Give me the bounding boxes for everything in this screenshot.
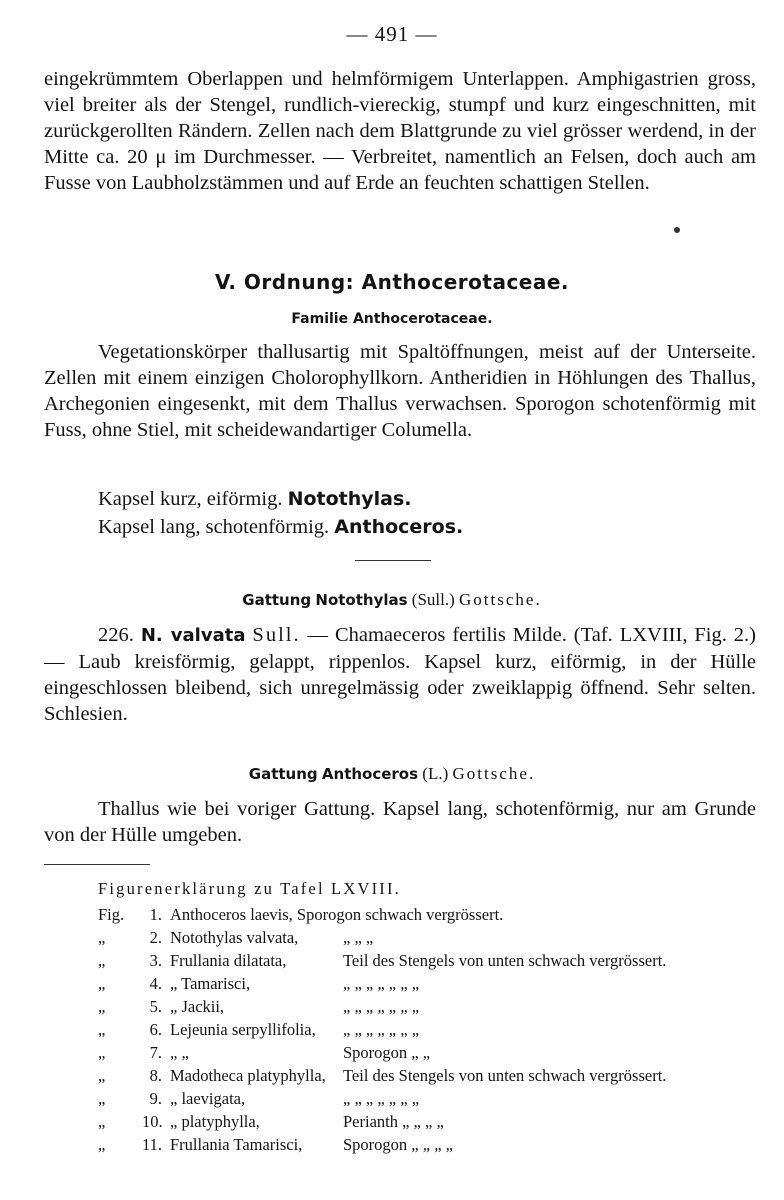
figure-number: 4. bbox=[149, 974, 162, 993]
genus1-name: Notothylas bbox=[315, 591, 408, 609]
figure-prefix: „ bbox=[98, 1066, 106, 1085]
family-description: Vegetationskörper thallusartig mit Spaltöffnungen, meist auf der Unterseite. Zellen mit einem einzigen Cholorophyllkorn. Antheridien in Höhlungen des Thallus, Archegonien eingesenkt, mit dem Thallus verwachsen. Sporogon schotenförmig mit Fuss, ohne Stiel, mit scheidewandartiger Columella. bbox=[44, 341, 756, 441]
species-author: Sull. bbox=[252, 624, 301, 646]
figure-description: „ „ „ „ „ „ „ bbox=[343, 974, 420, 993]
genus2-author: Gottsche. bbox=[452, 764, 536, 783]
figure-description: Sporogon „ „ bbox=[343, 1043, 431, 1062]
figure-description: „ „ „ bbox=[343, 928, 374, 947]
figure-legend-row bbox=[98, 905, 758, 928]
figure-prefix: „ bbox=[98, 974, 106, 993]
figure-legend-row bbox=[98, 997, 758, 1020]
figure-name: „ Tamarisci, bbox=[170, 974, 251, 993]
figure-legend-row bbox=[98, 1135, 758, 1158]
figure-number: 3. bbox=[149, 951, 162, 970]
figure-number: 10. bbox=[142, 1112, 163, 1131]
order-heading: V. Ordnung: Anthocerotaceae. bbox=[214, 270, 570, 294]
genus1-prefix: Gattung bbox=[242, 591, 312, 609]
figure-number: 8. bbox=[149, 1066, 162, 1085]
figure-number: 1. bbox=[149, 905, 162, 924]
figure-legend-row bbox=[98, 951, 758, 974]
figure-prefix: „ bbox=[98, 997, 106, 1016]
figure-name: „ Jackii, bbox=[170, 997, 225, 1016]
figure-name: Lejeunia serpyllifolia, bbox=[170, 1020, 316, 1039]
figure-number: 11. bbox=[142, 1135, 163, 1154]
key-text-2: Kapsel lang, schotenförmig. bbox=[98, 516, 330, 538]
figure-number: 2. bbox=[149, 928, 162, 947]
figure-legend-title: Figurenerklärung zu Tafel LXVIII. bbox=[98, 879, 401, 898]
figure-legend-row bbox=[98, 1089, 758, 1112]
species-entry bbox=[44, 622, 756, 727]
intro-paragraph: eingekrümmtem Oberlappen und helmförmigem Unterlappen. Amphigastrien gross, viel breiter als der Stengel, rundlich-viereckig, stumpf und kurz eingeschnitten, mit zurückgerollten Rändern. Zellen nach dem Blattgrunde zu viel grösser werdend, in der Mitte ca. 20 μ im Durchmesser. — Verbreitet, namentlich an Felsen, doch auch am Fusse von Laubholzstämmen und auf Erde an feuchten schattigen Stellen. bbox=[44, 68, 756, 194]
figure-description: „ „ „ „ „ „ „ bbox=[343, 997, 420, 1016]
separator-rule bbox=[355, 560, 431, 561]
figure-legend-row bbox=[98, 1112, 758, 1135]
figure-prefix: Fig. bbox=[98, 905, 125, 924]
footnote-rule bbox=[44, 864, 150, 865]
ink-speck bbox=[674, 227, 680, 233]
figure-number: 5. bbox=[149, 997, 162, 1016]
species-number: 226. bbox=[98, 624, 134, 646]
genus2-authority: (L.) bbox=[422, 764, 449, 783]
figure-prefix: „ bbox=[98, 951, 106, 970]
figure-number: 6. bbox=[149, 1020, 162, 1039]
species-name: N. valvata bbox=[140, 625, 246, 646]
key-genus-2: Anthoceros. bbox=[334, 516, 464, 538]
figure-prefix: „ bbox=[98, 1020, 106, 1039]
figure-name: „ platyphylla, bbox=[170, 1112, 260, 1131]
figure-description: Perianth „ „ „ „ bbox=[343, 1112, 444, 1131]
family-heading: Familie Anthocerotaceae. bbox=[291, 311, 493, 327]
genus-heading-notothylas bbox=[0, 590, 784, 610]
figure-name: Frullania dilatata, bbox=[170, 951, 287, 970]
figure-prefix: „ bbox=[98, 928, 106, 947]
figure-legend-row bbox=[98, 1066, 758, 1089]
page-number: — 491 — bbox=[346, 22, 438, 46]
genus2-name: Anthoceros bbox=[321, 765, 419, 783]
figure-name: Madotheca platyphylla, bbox=[170, 1066, 326, 1085]
figure-legend-row bbox=[98, 1043, 758, 1066]
figure-description: „ „ „ „ „ „ „ bbox=[343, 1089, 420, 1108]
figure-name: „ laevigata, bbox=[170, 1089, 246, 1108]
key-line-2 bbox=[98, 516, 463, 539]
figure-prefix: „ bbox=[98, 1112, 106, 1131]
figure-name: Anthoceros laevis, Sporogon schwach vergrössert. bbox=[170, 905, 504, 924]
figure-name: „ „ bbox=[170, 1043, 189, 1062]
figure-name: Frullania Tamarisci, bbox=[170, 1135, 303, 1154]
genus2-description: Thallus wie bei voriger Gattung. Kapsel lang, schotenförmig, nur am Grunde von der Hülle umgeben. bbox=[44, 798, 756, 846]
figure-prefix: „ bbox=[98, 1135, 106, 1154]
genus1-authority: (Sull.) bbox=[411, 590, 455, 609]
figure-description: Sporogon „ „ „ „ bbox=[343, 1135, 453, 1154]
genus-heading-anthoceros bbox=[0, 764, 784, 784]
figure-legend-row bbox=[98, 1020, 758, 1043]
figure-description: Teil des Stengels von unten schwach vergrössert. bbox=[343, 951, 667, 970]
figure-description: Teil des Stengels von unten schwach vergrössert. bbox=[343, 1066, 667, 1085]
figure-description: „ „ „ „ „ „ „ bbox=[343, 1020, 420, 1039]
key-line-1 bbox=[98, 488, 412, 511]
genus2-prefix: Gattung bbox=[248, 765, 318, 783]
figure-prefix: „ bbox=[98, 1043, 106, 1062]
figure-number: 9. bbox=[149, 1089, 162, 1108]
genus1-author: Gottsche. bbox=[459, 590, 542, 609]
species-text: — Chamaeceros fertilis Milde. (Taf. LXVIII, Fig. 2.) — Laub kreisförmig, gelappt, rippenlos. Kapsel kurz, eiförmig, in der Hülle eingeschlossen bleibend, sich unregelmässig oder zweiklappig öffnend. Sehr selten. Schlesien. bbox=[44, 624, 756, 725]
figure-legend-row bbox=[98, 928, 758, 951]
key-text-1: Kapsel kurz, eiförmig. bbox=[98, 488, 283, 510]
figure-prefix: „ bbox=[98, 1089, 106, 1108]
figure-name: Notothylas valvata, bbox=[170, 928, 299, 947]
figure-legend-row bbox=[98, 974, 758, 997]
key-genus-1: Notothylas. bbox=[287, 488, 412, 510]
figure-number: 7. bbox=[149, 1043, 162, 1062]
